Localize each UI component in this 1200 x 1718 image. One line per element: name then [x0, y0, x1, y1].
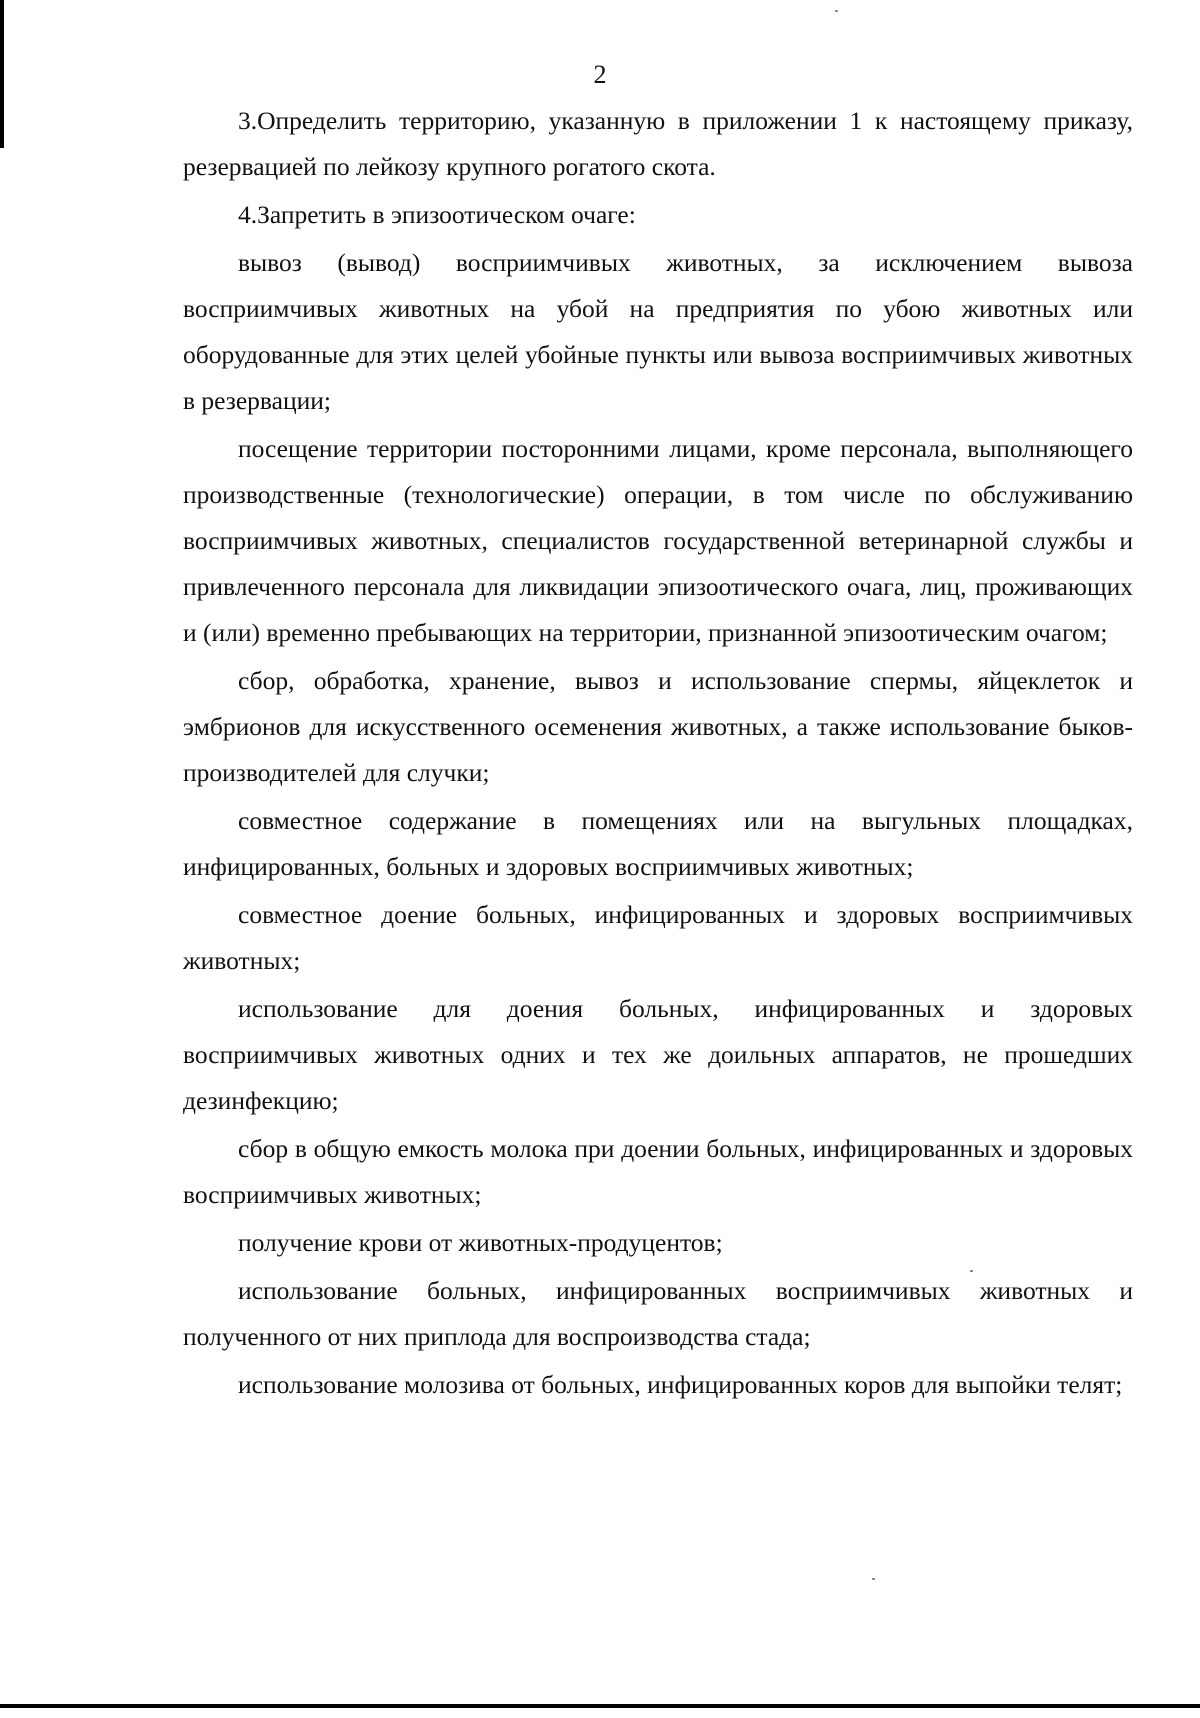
paragraph-removal: вывоз (вывод) восприимчивых животных, за исключением вывоза восприимчивых животных на убой на предприятия по убою животных или оборудованные для этих целей убойные пункты или вывоза восприимчивых животных в резервации; — [183, 248, 1133, 415]
document-body — [183, 98, 1133, 1410]
paragraph-prohibit-heading: 4.Запретить в эпизоотическом очаге: — [238, 200, 636, 229]
paragraph-reproduction: использование больных, инфицированных восприимчивых животных и полученного от них приплода для воспроизводства стада; — [183, 1276, 1133, 1351]
page-number: 2 — [593, 60, 607, 89]
paragraph-joint-milking: совместное доение больных, инфицированных и здоровых восприимчивых животных; — [183, 900, 1133, 975]
scan-speck — [872, 1578, 875, 1580]
paragraph-colostrum: использование молозива от больных, инфицированных коров для выпойки телят; — [238, 1370, 1123, 1399]
paragraph-joint-keeping: совместное содержание в помещениях или на выгульных площадках, инфицированных, больных и здоровых восприимчивых животных; — [183, 806, 1133, 881]
scan-bottom-edge — [0, 1704, 1200, 1708]
paragraph-reservation: 3.Определить территорию, указанную в приложении 1 к настоящему приказу, резервацией по лейкозу крупного рогатого скота. — [183, 106, 1133, 181]
paragraph-visiting: посещение территории посторонними лицами, кроме персонала, выполняющего производственные (технологические) операции, в том числе по обслуживанию восприимчивых животных, специалистов государственной ветеринарной службы и привлеченного персонала для ликвидации эпизоотического очага, лиц, проживающих и (или) временно пребывающих на территории, признанной эпизоотическим очагом; — [183, 434, 1133, 647]
paragraph-sperm-collection: сбор, обработка, хранение, вывоз и использование спермы, яйцеклеток и эмбрионов для искусственного осеменения животных, а также использование быков-производителей для случки; — [183, 666, 1133, 787]
paragraph-milking-apparatus: использование для доения больных, инфицированных и здоровых восприимчивых животных одних и тех же доильных аппаратов, не прошедших дезинфекцию; — [183, 994, 1133, 1115]
scan-speck — [835, 10, 838, 12]
paragraph-blood-collection: получение крови от животных-продуцентов; — [238, 1228, 723, 1257]
paragraph-milk-collection: сбор в общую емкость молока при доении больных, инфицированных и здоровых восприимчивых животных; — [183, 1134, 1133, 1209]
